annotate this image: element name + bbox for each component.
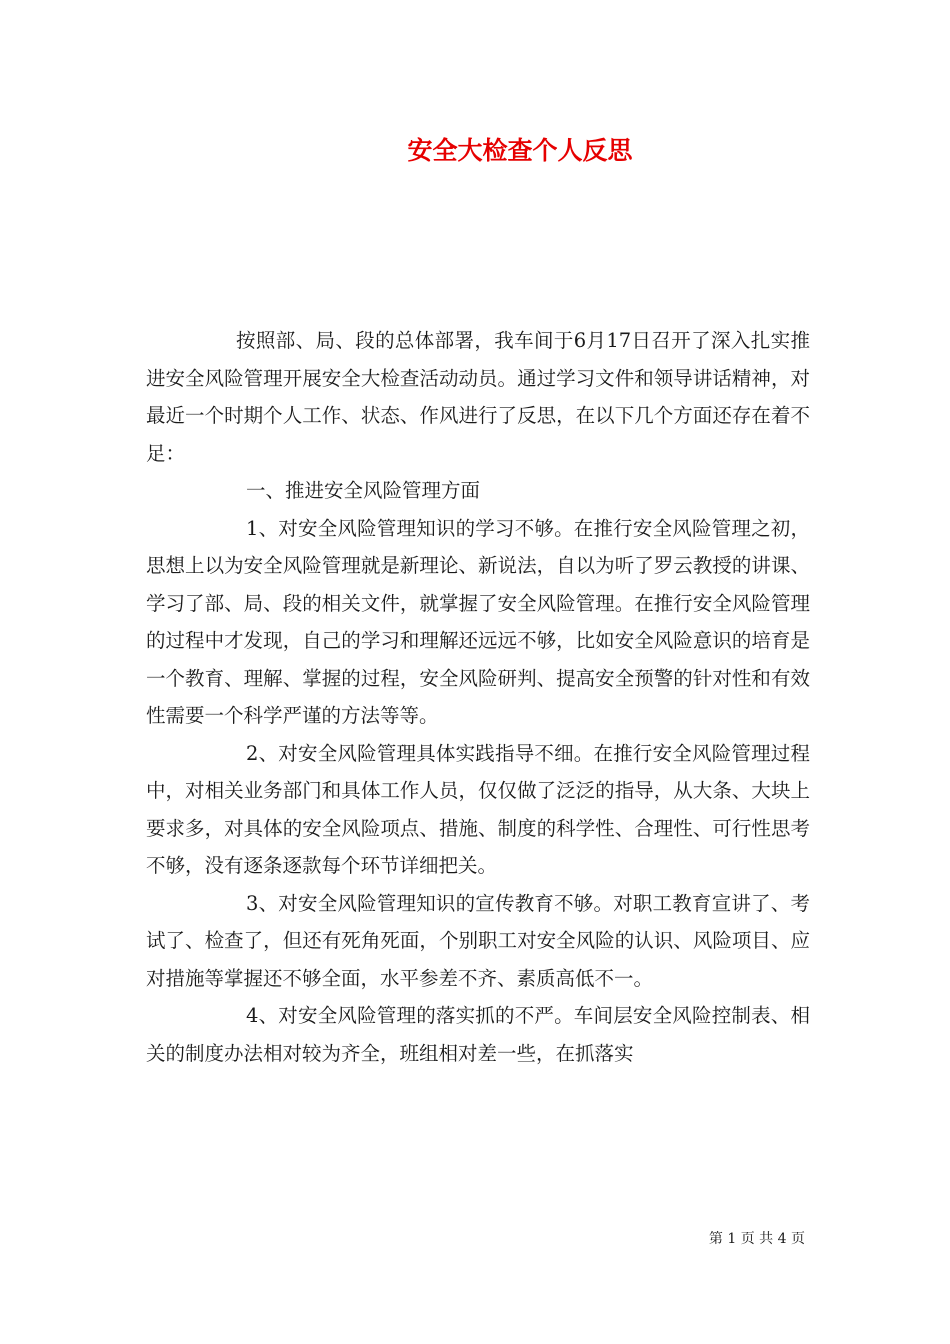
document-title [0, 133, 950, 169]
item-paragraph-1: 1、对安全风险管理知识的学习不够。在推行安全风险管理之初，思想上以为安全风险管理就是新理论、新说法，自以为听了罗云教授的讲课、学习了部、局、段的相关文件，就掌握了安全风险管理。在推行安全风险管理的过程中才发现，自己的学习和理解还远远不够，比如安全风险意识的培育是一个教育、理解、掌握的过程，安全风险研判、提高安全预警的针对性和有效性需要一个科学严谨的方法等等。 [146, 516, 810, 727]
document-title-text: 安全大检查个人反思 [407, 136, 633, 165]
section-heading: 一、推进安全风险管理方面 [246, 479, 481, 502]
document-body [146, 322, 810, 1072]
item-paragraph-4: 4、对安全风险管理的落实抓的不严。车间层安全风险控制表、相关的制度办法相对较为齐全，班组相对差一些，在抓落实 [146, 1004, 810, 1065]
intro-paragraph: 按照部、局、段的总体部署，我车间于6月17日召开了深入扎实推进安全风险管理开展安全大检查活动动员。通过学习文件和领导讲话精神，对最近一个时期个人工作、状态、作风进行了反思，在以下几个方面还存在着不足： [146, 329, 810, 465]
item-paragraph-2: 2、对安全风险管理具体实践指导不细。在推行安全风险管理过程中，对相关业务部门和具体工作人员，仅仅做了泛泛的指导，从大条、大块上要求多，对具体的安全风险项点、措施、制度的科学性、合理性、可行性思考不够，没有逐条逐款每个环节详细把关。 [146, 741, 810, 877]
page-number-footer: 第 1 页 共 4 页 [708, 1231, 805, 1247]
item-paragraph-3: 3、对安全风险管理知识的宣传教育不够。对职工教育宣讲了、考试了、检查了，但还有死角死面，个别职工对安全风险的认识、风险项目、应对措施等掌握还不够全面，水平参差不齐、素质高低不一。 [146, 891, 810, 990]
